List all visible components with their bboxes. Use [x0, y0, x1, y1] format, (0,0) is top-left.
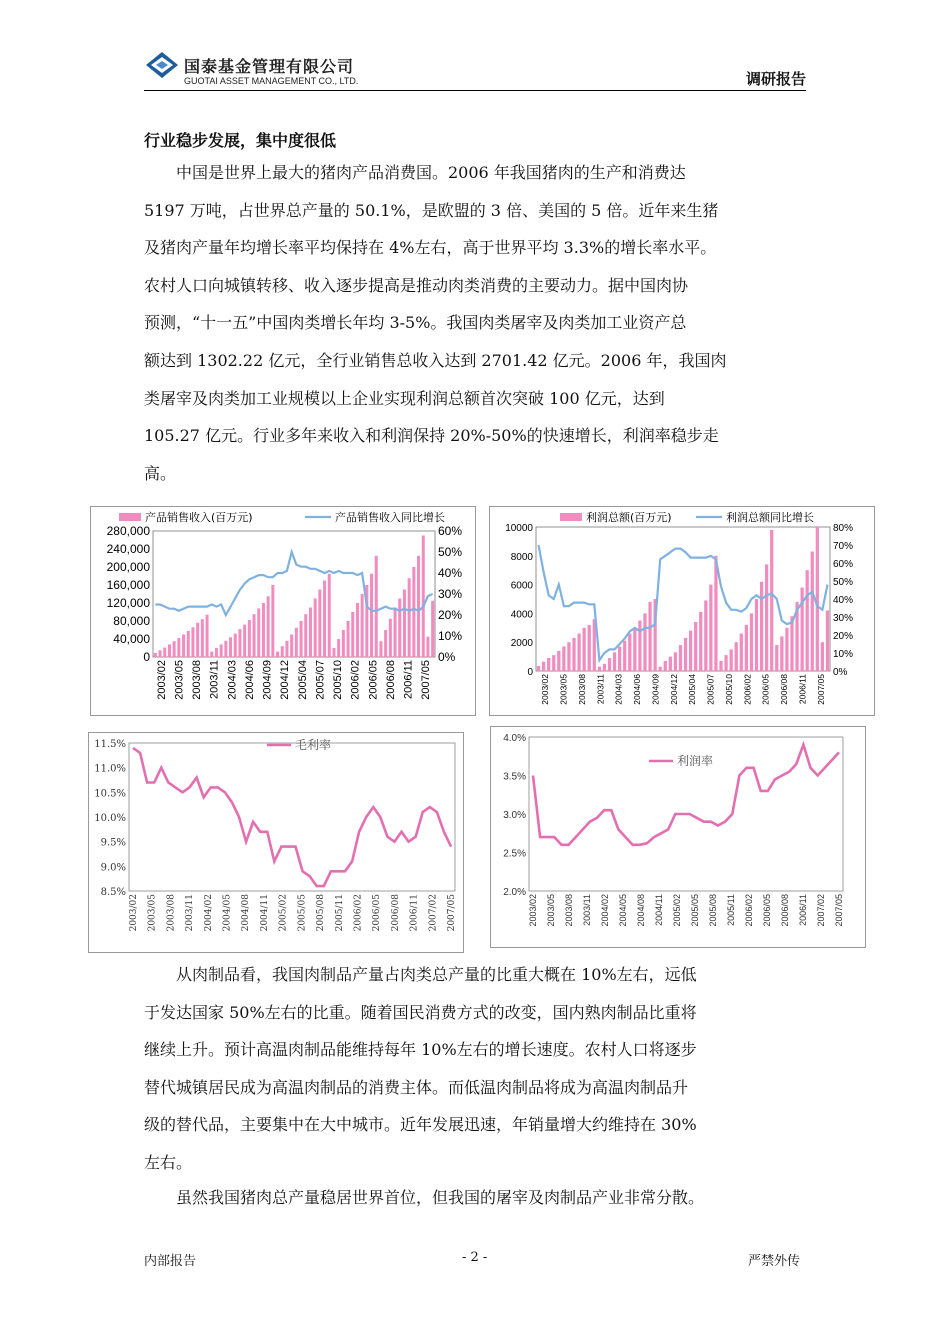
x-tick-label: 2005/11 [334, 894, 345, 932]
footer-left-label: 内部报告 [144, 1254, 197, 1269]
revenue-bar [628, 634, 631, 671]
y-tick-label-left: 10000 [505, 523, 533, 534]
x-tick-label: 2004/12 [668, 674, 679, 705]
x-tick-label: 2004/03 [226, 660, 239, 700]
revenue-bar [384, 630, 387, 657]
paragraph-line: 类屠宰及肉类加工业规模以上企业实现利润总额首次突破 100 亿元，达到 [144, 388, 665, 408]
revenue-bar [370, 574, 373, 657]
revenue-bar [724, 655, 727, 671]
revenue-bar [816, 527, 819, 671]
paragraph-industry-dispersion [144, 1179, 810, 1217]
revenue-bar [375, 556, 378, 657]
revenue-bar [318, 590, 321, 658]
revenue-bar [659, 667, 662, 671]
revenue-bar [337, 639, 340, 657]
revenue-bar [347, 621, 350, 657]
chart-total-profit [489, 506, 875, 716]
x-tick-label: 2006/11 [798, 894, 808, 926]
x-tick-label: 2004/02 [203, 894, 214, 932]
revenue-bar [735, 642, 738, 671]
revenue-bar [750, 613, 753, 671]
x-tick-label: 2004/03 [613, 674, 624, 705]
x-tick-label: 2005/08 [316, 894, 327, 932]
y-tick-label: 9.0% [100, 862, 126, 874]
revenue-bar [177, 638, 180, 657]
revenue-bar [598, 667, 601, 671]
revenue-bar [755, 599, 758, 671]
y-tick-label-right: 20% [833, 631, 854, 642]
page-number: - 2 - [462, 1250, 488, 1265]
x-tick-label: 2005/02 [278, 894, 289, 932]
revenue-bar [206, 615, 209, 657]
revenue-bar [648, 602, 651, 671]
x-tick-label: 2003/05 [558, 674, 569, 705]
x-tick-label: 2003/05 [173, 660, 186, 700]
x-tick-label: 2006/05 [760, 674, 771, 705]
revenue-bar [730, 649, 733, 671]
x-tick-label: 2004/09 [261, 660, 274, 700]
revenue-bar [583, 628, 586, 671]
chart-total-profit-svg [490, 507, 874, 715]
revenue-bar [234, 634, 237, 657]
revenue-bar [806, 570, 809, 671]
plot-area [153, 531, 435, 657]
page-header [144, 44, 806, 91]
x-tick-label: 2005/11 [726, 894, 736, 926]
legend-bar-swatch [560, 513, 582, 521]
paragraph-line: 预测，“十一五”中国肉类增长年均 3-5%。我国肉类屠宰及肉类加工业资产总 [144, 313, 687, 333]
x-tick-label: 2006/08 [384, 660, 397, 700]
legend-label: 利润总额同比增长 [726, 511, 814, 524]
revenue-bar [431, 601, 434, 657]
revenue-bar [154, 653, 157, 657]
x-tick-label: 2003/08 [191, 660, 204, 700]
paragraph-industry-growth [144, 154, 810, 492]
revenue-bar [238, 629, 241, 657]
revenue-bar [342, 630, 345, 657]
y-tick-label-left: 120,000 [106, 596, 150, 610]
x-tick-label: 2006/05 [762, 894, 772, 927]
x-tick-label: 2006/02 [742, 674, 753, 705]
x-tick-label: 2003/05 [147, 894, 158, 932]
revenue-bar [379, 641, 382, 657]
revenue-bar [196, 623, 199, 657]
y-tick-label-left: 0 [527, 667, 533, 678]
y-tick-label: 2.0% [503, 887, 526, 898]
revenue-bar [785, 628, 788, 671]
chart-profit-rate-svg [491, 727, 865, 947]
y-tick-label-left: 40,000 [113, 632, 150, 646]
y-tick-label-left: 80,000 [113, 614, 150, 628]
revenue-bar [187, 631, 190, 657]
revenue-bar [643, 613, 646, 671]
legend-label: 产品销售收入(百万元) [145, 511, 253, 524]
x-tick-label: 2004/06 [632, 674, 643, 705]
revenue-bar [182, 635, 185, 658]
y-tick-label-right: 40% [833, 595, 854, 606]
revenue-bar [394, 608, 397, 658]
revenue-bar [821, 642, 824, 671]
revenue-bar [613, 652, 616, 671]
revenue-bar [740, 634, 743, 671]
revenue-bar [674, 652, 677, 671]
revenue-bar [623, 641, 626, 671]
revenue-bar [304, 614, 307, 657]
revenue-bar [201, 619, 204, 657]
revenue-bar [220, 644, 223, 657]
x-tick-label: 2003/02 [540, 674, 551, 705]
chart-sales-revenue-svg [91, 507, 475, 715]
paragraph-line: 5197 万吨，占世界总产量的 50.1%，是欧盟的 3 倍、美国的 5 倍。近年来生猪 [144, 200, 719, 220]
revenue-bar [588, 625, 591, 671]
revenue-bar [328, 574, 331, 657]
revenue-bar [285, 641, 288, 657]
y-tick-label-right: 50% [833, 577, 854, 588]
x-tick-label: 2003/08 [576, 674, 587, 705]
x-tick-label: 2006/08 [779, 674, 790, 705]
x-tick-label: 2003/02 [129, 894, 139, 932]
revenue-bar [417, 556, 420, 657]
revenue-bar [281, 646, 284, 657]
x-tick-label: 2005/02 [672, 894, 682, 927]
paragraph-line: 级的替代品，主要集中在大中城市。近年发展迅速，年销量增大约维持在 30% [144, 1115, 697, 1135]
x-tick-label: 2004/05 [222, 894, 233, 932]
x-tick-label: 2006/11 [797, 674, 808, 705]
revenue-bar [765, 564, 768, 671]
x-tick-label: 2007/05 [815, 674, 826, 705]
legend-label: 利润率 [677, 754, 714, 768]
revenue-bar [770, 530, 773, 671]
revenue-bar [684, 638, 687, 671]
paragraph-line: 农村人口向城镇转移、收入逐步提高是推动肉类消费的主要动力。据中国肉协 [144, 275, 689, 295]
y-tick-label-left: 2000 [510, 638, 533, 650]
x-tick-label: 2004/06 [243, 660, 256, 700]
chart-profit-rate [490, 726, 866, 948]
y-tick-label-left: 6000 [510, 580, 533, 592]
revenue-bar [699, 612, 702, 671]
x-tick-label: 2006/02 [353, 894, 364, 932]
revenue-bar [775, 645, 778, 671]
x-tick-label: 2006/05 [367, 660, 380, 700]
x-tick-label: 2007/05 [420, 660, 433, 700]
revenue-bar [577, 634, 580, 671]
revenue-bar [262, 603, 265, 657]
revenue-bar [760, 582, 763, 671]
revenue-bar [412, 567, 415, 657]
x-tick-label: 2005/08 [708, 894, 718, 927]
legend-label: 毛利率 [295, 738, 332, 752]
revenue-bar [361, 594, 364, 657]
revenue-bar [159, 650, 162, 657]
revenue-bar [745, 625, 748, 671]
paragraph-line: 及猪肉产量年均增长率平均保持在 4%左右，高于世界平均 3.3%的增长率水平。 [144, 238, 717, 258]
x-tick-label: 2004/11 [654, 894, 664, 926]
paragraph-line: 虽然我国猪肉总产量稳居世界首位，但我国的屠宰及肉制品产业非常分散。 [144, 1188, 705, 1207]
revenue-bar [408, 578, 411, 657]
y-tick-label: 2.5% [503, 848, 526, 860]
company-name-en: GUOTAI ASSET MANAGEMENT CO., LTD. [184, 76, 359, 86]
paragraph-line: 替代城镇居民成为高温肉制品的消费主体。而低温肉制品将成为高温肉制品升 [144, 1077, 689, 1097]
chart-sales-revenue [90, 506, 476, 716]
revenue-bar [562, 647, 565, 671]
paragraph-line: 从肉制品看，我国肉制品产量占肉类总产量的比重大概在 10%左右，远低 [144, 965, 697, 984]
revenue-bar [422, 536, 425, 658]
x-tick-label: 2005/05 [297, 894, 308, 932]
x-tick-label: 2004/08 [636, 894, 646, 927]
x-tick-label: 2003/08 [564, 894, 574, 927]
revenue-bar [248, 620, 251, 657]
revenue-bar [633, 628, 636, 671]
revenue-bar [542, 662, 545, 671]
y-tick-label-right: 70% [833, 541, 854, 552]
revenue-bar [191, 627, 194, 657]
paragraph-line: 105.27 亿元。行业多年来收入和利润保持 20%-50%的快速增长，利润率稳步走 [144, 426, 719, 446]
x-tick-label: 2004/11 [259, 894, 270, 932]
y-tick-label-right: 50% [438, 545, 463, 559]
y-tick-label: 3.0% [503, 810, 526, 821]
report-type-label: 调研报告 [745, 70, 806, 88]
revenue-bar [295, 628, 298, 657]
revenue-bar [168, 644, 171, 657]
revenue-bar [704, 600, 707, 671]
revenue-bar [276, 652, 279, 657]
revenue-bar [267, 596, 270, 657]
y-tick-label-right: 20% [438, 608, 463, 622]
revenue-bar [709, 585, 712, 671]
y-tick-label-right: 80% [833, 523, 854, 534]
y-tick-label-right: 60% [438, 524, 463, 538]
x-tick-label: 2004/08 [241, 894, 252, 932]
revenue-bar [537, 666, 540, 671]
x-tick-label: 2004/09 [650, 674, 661, 705]
revenue-bar [694, 622, 697, 671]
x-tick-label: 2005/10 [332, 660, 345, 700]
y-tick-label-left: 0 [143, 650, 150, 664]
revenue-bar [714, 556, 717, 671]
revenue-bar [163, 648, 166, 657]
x-tick-label: 2003/02 [155, 660, 168, 700]
x-tick-label: 2006/11 [409, 894, 420, 932]
y-tick-label: 11.0% [94, 763, 126, 775]
revenue-bar [790, 616, 793, 671]
y-tick-label: 9.5% [100, 837, 126, 849]
y-tick-label-left: 240,000 [106, 542, 150, 556]
y-tick-label-right: 30% [438, 587, 463, 601]
y-tick-label-left: 4000 [510, 609, 533, 621]
x-tick-label: 2005/04 [296, 660, 309, 700]
revenue-bar [638, 621, 641, 671]
x-tick-label: 2007/02 [428, 894, 439, 932]
revenue-bar [314, 599, 317, 658]
revenue-bar [351, 612, 354, 657]
revenue-bar [719, 661, 722, 671]
y-tick-label-right: 0% [438, 650, 456, 664]
x-tick-label: 2006/02 [349, 660, 362, 700]
y-tick-label-left: 200,000 [106, 560, 150, 574]
revenue-bar [215, 648, 218, 657]
revenue-bar [780, 636, 783, 671]
revenue-bar [547, 658, 550, 671]
x-tick-label: 2004/02 [600, 894, 610, 927]
legend-bar-swatch [119, 513, 141, 521]
y-tick-label-right: 10% [833, 649, 854, 660]
y-tick-label: 10.0% [94, 813, 126, 824]
revenue-bar [557, 651, 560, 671]
chart-gross-margin [88, 732, 464, 953]
y-tick-label: 4.0% [503, 733, 526, 744]
paragraph-line: 额达到 1302.22 亿元，全行业销售总收入达到 2701.42 亿元。2006 年，我国肉 [144, 350, 727, 370]
y-tick-label-left: 280,000 [106, 524, 150, 538]
revenue-bar [664, 661, 667, 671]
x-tick-label: 2005/07 [314, 660, 327, 700]
x-tick-label: 2007/02 [816, 894, 826, 927]
legend-label: 利润总额(百万元) [586, 511, 672, 524]
revenue-bar [603, 664, 606, 671]
revenue-bar [811, 551, 814, 671]
revenue-bar [826, 611, 829, 671]
y-tick-label-right: 0% [833, 667, 848, 678]
x-tick-label: 2007/05 [447, 894, 457, 932]
y-tick-label-left: 8000 [510, 551, 533, 563]
paragraph-meat-products [144, 956, 810, 1182]
y-tick-label-left: 160,000 [106, 578, 150, 592]
x-tick-label: 2004/05 [618, 894, 628, 927]
x-tick-label: 2004/12 [279, 660, 292, 700]
x-tick-label: 2006/08 [390, 894, 401, 932]
x-tick-label: 2003/08 [166, 894, 177, 932]
paragraph-line: 高。 [144, 463, 177, 483]
company-name-cn: 国泰基金管理有限公司 [184, 57, 355, 76]
revenue-bar [243, 625, 246, 657]
section-title: 行业稳步发展，集中度很低 [144, 131, 337, 150]
x-tick-label: 2005/07 [705, 674, 716, 705]
y-tick-label: 11.5% [94, 739, 126, 750]
revenue-bar [309, 608, 312, 658]
plot-area [129, 743, 455, 891]
x-tick-label: 2003/02 [528, 894, 538, 927]
x-tick-label: 2006/05 [372, 894, 383, 932]
x-tick-label: 2003/05 [546, 894, 556, 927]
revenue-bar [290, 635, 293, 658]
x-tick-label: 2003/11 [208, 660, 221, 699]
revenue-bar [173, 641, 176, 657]
x-tick-label: 2006/02 [744, 894, 754, 927]
legend-label: 产品销售收入同比增长 [335, 511, 445, 524]
revenue-bar [300, 621, 303, 657]
revenue-bar [271, 585, 274, 657]
revenue-bar [398, 599, 401, 658]
paragraph-line: 于发达国家 50%左右的比重。随着国民消费方式的改变，国内熟肉制品比重将 [144, 1002, 697, 1022]
company-logo-icon [144, 50, 180, 80]
revenue-bar [332, 648, 335, 657]
y-tick-label-right: 30% [833, 613, 854, 624]
x-tick-label: 2005/10 [723, 674, 734, 705]
x-tick-label: 2003/11 [185, 894, 196, 932]
x-tick-label: 2003/11 [582, 894, 592, 926]
revenue-bar [689, 631, 692, 671]
revenue-bar [253, 614, 256, 657]
revenue-bar [552, 655, 555, 671]
revenue-bar [229, 637, 232, 657]
x-tick-label: 2005/04 [687, 674, 698, 705]
revenue-bar [567, 642, 570, 671]
y-tick-label: 10.5% [94, 788, 126, 800]
revenue-bar [679, 645, 682, 671]
x-tick-label: 2007/05 [834, 894, 844, 927]
revenue-bar [389, 619, 392, 657]
y-tick-label-right: 40% [438, 566, 463, 580]
revenue-bar [572, 638, 575, 671]
x-tick-label: 2005/05 [690, 894, 700, 927]
revenue-bar [323, 581, 326, 658]
paragraph-line: 继续上升。预计高温肉制品能维持每年 10%左右的增长速度。农村人口将逐步 [144, 1040, 697, 1060]
paragraph-line: 中国是世界上最大的猪肉产品消费国。2006 年我国猪肉的生产和消费达 [144, 163, 686, 182]
y-tick-label: 3.5% [503, 771, 526, 783]
paragraph-line: 左右。 [144, 1152, 193, 1172]
chart-gross-margin-svg [89, 733, 463, 952]
revenue-bar [356, 603, 359, 657]
revenue-bar [608, 658, 611, 671]
y-tick-label: 8.5% [100, 887, 126, 898]
revenue-bar [403, 590, 406, 658]
revenue-bar [210, 652, 213, 657]
revenue-bar [426, 637, 429, 657]
revenue-bar [669, 657, 672, 671]
footer-right-label: 严禁外传 [748, 1254, 801, 1269]
y-tick-label-right: 60% [833, 559, 854, 570]
revenue-bar [224, 641, 227, 657]
y-tick-label-right: 10% [438, 629, 463, 643]
revenue-bar [257, 608, 260, 657]
revenue-bar [618, 647, 621, 671]
x-tick-label: 2003/11 [595, 674, 606, 705]
x-tick-label: 2006/11 [402, 660, 415, 699]
x-tick-label: 2006/08 [780, 894, 790, 927]
